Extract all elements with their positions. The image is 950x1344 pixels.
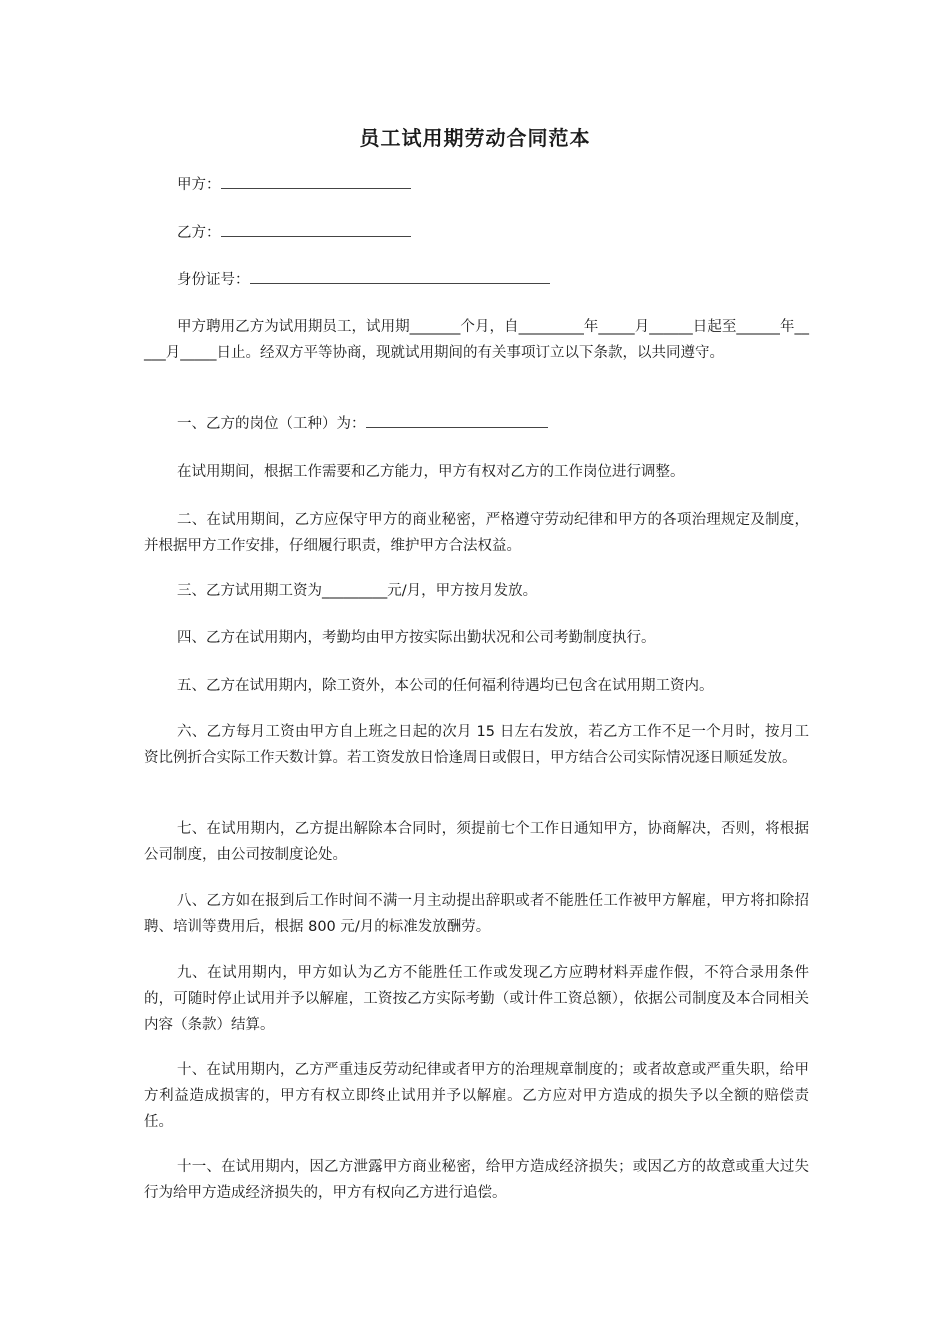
clause-10: 十、在试用期内，乙方严重违反劳动纪律或者甲方的治理规章制度的；或者故意或严重失职，给甲方利益造成损害的，甲方有权立即终止试用并予以解雇。乙方应对甲方造成的损失予以全额的赔偿责任。: [144, 1062, 809, 1130]
clause-position-adjustment: 在试用期间，根据工作需要和乙方能力，甲方有权对乙方的工作岗位进行调整。: [177, 464, 685, 480]
clause-4: 四、乙方在试用期内，考勤均由甲方按实际出勤状况和公司考勤制度执行。: [177, 630, 656, 646]
party-a-field: [177, 172, 411, 198]
clause-6: 六、乙方每月工资由甲方自上班之日起的次月 15 日左右发放，若乙方工作不足一个月时，按月工资比例折合实际工作天数计算。若工资发放日恰逢周日或假日，甲方结合公司实际情况逐日顺延发放。: [144, 724, 809, 766]
clause-9: 九、在试用期内，甲方如认为乙方不能胜任工作或发现乙方应聘材料弄虚作假，不符合录用条件的，可随时停止试用并予以解雇，工资按乙方实际考勤（或计件工资总额），依据公司制度及本合同相关内容（条款）结算。: [144, 965, 809, 1033]
clause-11: 十一、在试用期内，因乙方泄露甲方商业秘密，给甲方造成经济损失；或因乙方的故意或重大过失行为给甲方造成经济损失的，甲方有权向乙方进行追偿。: [144, 1159, 809, 1201]
party-b-blank: [221, 220, 411, 237]
clause-7: 七、在试用期内，乙方提出解除本合同时，须提前七个工作日通知甲方，协商解决，否则，将根据公司制度，由公司按制度论处。: [144, 821, 809, 863]
id-number-label: 身份证号：: [177, 272, 250, 288]
position-field: [177, 411, 548, 437]
party-b-field: [177, 220, 411, 246]
document-title: 员工试用期劳动合同范本: [359, 126, 591, 150]
id-number-blank: [250, 267, 550, 284]
clause-8: 八、乙方如在报到后工作时间不满一月主动提出辞职或者不能胜任工作被甲方解雇，甲方将扣除招聘、培训等费用后，根据 800 元/月的标准发放酬劳。: [144, 893, 809, 935]
clause-5: 五、乙方在试用期内，除工资外，本公司的任何福利待遇均已包含在试用期工资内。: [177, 678, 714, 694]
position-blank: [366, 411, 548, 428]
party-b-label: 乙方：: [177, 225, 221, 241]
clause-2: 二、在试用期间，乙方应保守甲方的商业秘密，严格遵守劳动纪律和甲方的各项治理规定及制度，并根据甲方工作安排，仔细履行职责，维护甲方合法权益。: [144, 512, 809, 554]
intro-paragraph: 甲方聘用乙方为试用期员工，试用期_______个月，自_________年_____月______日起至______年_____月_____日止。经双方平等协商，现就试用期间的有关事项订立以下条款，以共同遵守。: [144, 319, 809, 361]
position-label: 一、乙方的岗位（工种）为：: [177, 416, 366, 432]
id-number-field: [177, 267, 550, 293]
party-a-label: 甲方：: [177, 177, 221, 193]
party-a-blank: [221, 172, 411, 189]
clause-3: 三、乙方试用期工资为_________元/月，甲方按月发放。: [177, 583, 538, 599]
